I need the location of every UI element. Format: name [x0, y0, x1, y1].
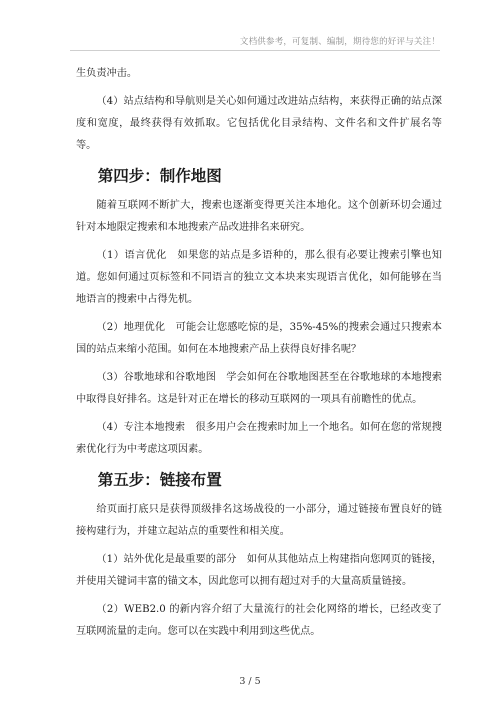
heading-step-5: 第五步：链接布置 — [97, 471, 222, 489]
paragraph-site-structure: （4）站点结构和导航则是关心如何通过改进站点结构，来获得正确的站点深度和宽度，最终获得有效抓取。它包括优化目录结构、文件名和文件扩展名等等。 — [76, 96, 442, 151]
heading-step-4: 第四步：制作地图 — [97, 167, 222, 185]
header-note: 文档供参考，可复制、编制，期待您的好评与关注！ — [239, 37, 440, 47]
paragraph-intro: 生负责冲击。 — [76, 68, 138, 79]
paragraph-step5-intro: 给页面打底只是获得顶级排名这场战役的一小部分，通过链接布置良好的链接构建行为，并建立起站点的重要性和相关度。 — [76, 504, 442, 537]
document-body — [76, 63, 442, 649]
paragraph-web2: （2）WEB2.0 的新内容介绍了大量流行的社会化网络的增长，已经改变了互联网流量的走向。您可以在实践中利用到这些优点。 — [76, 604, 442, 637]
paragraph-google-maps: （3）谷歌地球和谷歌地图 学会如何在谷歌地图甚至在谷歌地球的本地搜索中取得良好排名。这是针对正在增长的移动互联网的一项具有前瞻性的优点。 — [76, 372, 442, 405]
header-divider — [70, 50, 440, 51]
paragraph-language-optimization: （1）语言优化 如果您的站点是多语种的，那么很有必要让搜索引擎也知道。您如何通过页标签和不同语言的独立文本块来实现语言优化，如何能够在当地语言的搜索中占得先机。 — [76, 250, 442, 305]
paragraph-step4-intro: 随着互联网不断扩大，搜索也逐渐变得更关注本地化。这个创新环切会通过针对本地限定搜索和本地搜索产品改进排名来研究。 — [76, 200, 442, 233]
paragraph-geo-optimization: （2）地理优化 可能会让您感吃惊的是，35%-45%的搜索会通过只搜索本国的站点来缩小范围。如何在本地搜索产品上获得良好排名呢？ — [76, 322, 442, 355]
page-number: 3 / 5 — [239, 676, 261, 687]
paragraph-offsite-optimization: （1）站外优化是最重要的部分 如何从其他站点上构建指向您网页的链接，并使用关键词丰富的锚文本，因此您可以拥有超过对手的大量高质量链接。 — [76, 554, 442, 587]
paragraph-local-search: （4）专注本地搜索 很多用户会在搜索时加上一个地名。如何在您的常规搜索优化行为中考虑这项因素。 — [76, 422, 442, 455]
